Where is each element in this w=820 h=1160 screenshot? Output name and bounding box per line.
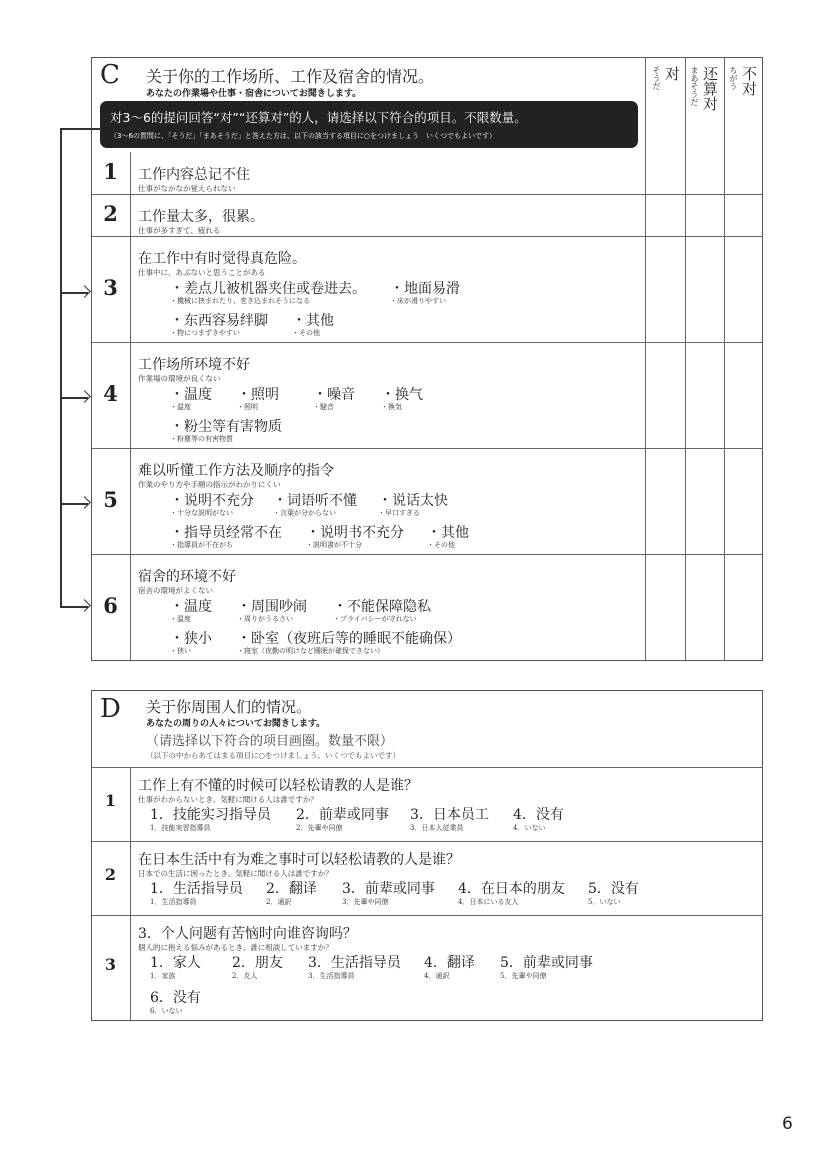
- question-text: 工作场所环境不好: [138, 357, 250, 373]
- option-label: ・温度: [170, 599, 212, 615]
- section-d-letter: D: [100, 694, 121, 724]
- section-c-letter: C: [100, 60, 120, 90]
- question-text-ja: 仕事がわからないとき、気軽に聞ける人は誰ですか？: [138, 795, 318, 804]
- question-text: 工作上有不懂的时候可以轻松请教的人是谁？: [138, 778, 418, 794]
- option-label: ・照明: [237, 387, 279, 403]
- question-text: 工作内容总记不住: [138, 167, 250, 183]
- option-label: ・差点儿被机器夹住或卷进去。: [170, 281, 366, 297]
- option-label-ja: ・温度: [170, 403, 191, 411]
- option-label: 4．在日本的朋友: [458, 881, 565, 897]
- option-label: 3．生活指导员: [308, 955, 401, 971]
- option-label: 2．前辈或同事: [296, 807, 389, 823]
- option-label: ・地面易滑: [390, 281, 460, 297]
- option-label: 1．技能实习指导员: [150, 807, 271, 823]
- divider: [130, 767, 131, 1020]
- option-label-ja: 2．先輩や同僚: [296, 824, 343, 832]
- question-text: 3．个人问题有苦恼时向谁咨询吗？: [138, 926, 357, 942]
- option-label: ・其他: [427, 525, 469, 541]
- answer-header-yes: 对: [663, 66, 681, 81]
- option-label-ja: ・狭い: [170, 647, 191, 655]
- option-label: ・其他: [292, 313, 334, 329]
- option-label: ・狭小: [170, 631, 212, 647]
- option-label-ja: 4．通訳: [424, 972, 450, 980]
- option-label: ・温度: [170, 387, 212, 403]
- option-label-ja: 1．技能実習指導員: [150, 824, 211, 832]
- answer-header-somewhat: 还算对: [701, 66, 719, 111]
- question-text: 工作量太多，很累。: [138, 209, 264, 225]
- option-label: ・说话太快: [378, 493, 448, 509]
- row-number: 5: [103, 487, 118, 512]
- row-divider: [91, 194, 763, 195]
- answer-header-yes-ja: そうだ: [652, 66, 661, 90]
- option-label-ja: 5．いない: [588, 898, 621, 906]
- option-label-ja: ・機械に挟まれたり、巻き込まれそうになる: [170, 297, 310, 305]
- option-label: ・噪音: [313, 387, 355, 403]
- bracket-line: [60, 128, 101, 130]
- option-label-ja: ・説明書が不十分: [306, 541, 362, 549]
- question-text: 宿舍的环境不好: [138, 569, 236, 585]
- option-label: ・卧室（夜班后等的睡眠不能确保）: [237, 631, 461, 647]
- question-text: 在日本生活中有为难之事时可以轻松请教的人是谁？: [138, 852, 460, 868]
- option-label: 4．翻译: [424, 955, 475, 971]
- option-label: ・东西容易绊脚: [170, 313, 268, 329]
- question-text-ja: 宿舎の環境がよくない: [138, 586, 213, 595]
- divider: [724, 57, 725, 660]
- option-label-ja: 2．友人: [232, 972, 258, 980]
- arrow-icon: [60, 292, 88, 294]
- option-label-ja: ・寝室（夜勤の明けなど睡眠が確保できない）: [237, 647, 384, 655]
- option-label-ja: ・早口すぎる: [378, 509, 420, 517]
- section-c-title-ja: あなたの作業場や仕事・宿舎についてお聞きします。: [146, 89, 362, 99]
- option-label: 1．家人: [150, 955, 201, 971]
- option-label: 5．没有: [588, 881, 639, 897]
- banner-text: 对3～6的提问回答“对”“还算对”的人，请选择以下符合的项目。不限数量。: [110, 110, 527, 125]
- row-divider: [91, 554, 763, 555]
- option-label: 2．翻译: [266, 881, 317, 897]
- option-label-ja: ・十分な説明がない: [170, 509, 233, 517]
- option-label-ja: 5．先輩や同僚: [500, 972, 547, 980]
- question-text-ja: 仕事が多すぎて、疲れる: [138, 226, 221, 235]
- option-label: 4．没有: [513, 807, 564, 823]
- question-text-ja: 作業のやり方や手順の指示がわかりにくい: [138, 480, 281, 489]
- option-label: 3．前辈或同事: [342, 881, 435, 897]
- row-divider: [91, 767, 763, 768]
- row-number: 6: [103, 593, 118, 618]
- option-label-ja: 4．日本にいる友人: [458, 898, 519, 906]
- section-d-instruction-ja: （以下の中からあてはまる項目に○をつけましょう。いくつでもよいです）: [146, 751, 401, 760]
- row-number: 2: [104, 865, 117, 884]
- answer-header-no-ja: ちがう: [729, 66, 738, 90]
- option-label-ja: ・換気: [381, 403, 402, 411]
- option-label: ・换气: [381, 387, 423, 403]
- instruction-banner: [100, 101, 638, 148]
- option-label: ・指导员经常不在: [170, 525, 282, 541]
- arrow-icon: [60, 397, 88, 399]
- option-label-ja: 3．日本人従業員: [410, 824, 464, 832]
- option-label: ・不能保障隐私: [333, 599, 431, 615]
- option-label: ・说明不充分: [170, 493, 254, 509]
- option-label-ja: 2．通訳: [266, 898, 292, 906]
- section-d-title-ja: あなたの周りの人々についてお聞きします。: [146, 719, 326, 729]
- option-label-ja: 1．家族: [150, 972, 176, 980]
- option-label-ja: ・言葉が分からない: [273, 509, 336, 517]
- question-text: 难以听懂工作方法及顺序的指令: [138, 463, 334, 479]
- row-number: 4: [103, 381, 118, 406]
- row-number: 1: [103, 159, 118, 184]
- arrow-icon: [60, 606, 88, 608]
- option-label-ja: ・その他: [292, 329, 320, 337]
- option-label: 2．朋友: [232, 955, 283, 971]
- banner-text-ja: （3～6の質問に、「そうだ」「まあそうだ」と答えた方は、以下の該当する項目に○をつけましょう いくつでもよいです）: [110, 132, 497, 140]
- bracket-line: [60, 128, 62, 607]
- divider: [645, 57, 646, 660]
- option-label-ja: ・指導員が不在がち: [170, 541, 233, 549]
- option-label-ja: 1．生活指導員: [150, 898, 197, 906]
- option-label-ja: ・物につまずきやすい: [170, 329, 240, 337]
- option-label: 6．没有: [150, 990, 201, 1006]
- option-label: ・说明书不充分: [306, 525, 404, 541]
- option-label-ja: ・床が滑りやすい: [390, 297, 446, 305]
- section-d-title: 关于你周围人们的情况。: [146, 698, 312, 716]
- option-label: 3．日本员工: [410, 807, 489, 823]
- question-text-ja: 日本での生活に困ったとき、気軽に聞ける人は誰ですか？: [138, 869, 333, 878]
- option-label-ja: 3．生活指導員: [308, 972, 355, 980]
- divider: [685, 57, 686, 660]
- question-text: 在工作中有时觉得真危险。: [138, 251, 306, 267]
- row-number: 2: [103, 201, 118, 226]
- row-number: 3: [104, 954, 117, 974]
- arrow-icon: [60, 503, 88, 505]
- row-number: 3: [103, 275, 118, 300]
- answer-header-no: 不对: [740, 66, 758, 96]
- divider: [130, 152, 131, 660]
- option-label-ja: ・プライバシーが守れない: [333, 615, 417, 623]
- question-text-ja: 作業場の環境が良くない: [138, 374, 221, 383]
- row-divider: [91, 841, 763, 842]
- section-d-instruction: （请选择以下符合的项目画圈。数量不限）: [146, 734, 394, 749]
- option-label: ・周围吵闹: [237, 599, 307, 615]
- row-divider: [91, 448, 763, 449]
- option-label-ja: ・粉塵等の有害物質: [170, 435, 233, 443]
- option-label-ja: 4．いない: [513, 824, 546, 832]
- option-label: 5．前辈或同事: [500, 955, 593, 971]
- option-label-ja: ・周りがうるさい: [237, 615, 293, 623]
- answer-header-somewhat-ja: まあそうだ: [690, 66, 699, 106]
- question-text-ja: 仕事中に、あぶないと思うことがある: [138, 268, 266, 277]
- question-text-ja: 仕事がなかなか覚えられない: [138, 184, 236, 193]
- option-label-ja: ・騒音: [313, 403, 334, 411]
- option-label: 1．生活指导员: [150, 881, 243, 897]
- option-label-ja: ・温度: [170, 615, 191, 623]
- option-label-ja: ・照明: [237, 403, 258, 411]
- row-divider: [91, 236, 763, 237]
- row-number: 1: [104, 791, 117, 810]
- option-label-ja: 6．いない: [150, 1007, 183, 1015]
- option-label-ja: ・その他: [427, 541, 455, 549]
- row-divider: [91, 915, 763, 916]
- option-label: ・词语听不懂: [273, 493, 357, 509]
- section-c-title: 关于你的工作场所、工作及宿舍的情况。: [146, 67, 435, 86]
- option-label: ・粉尘等有害物质: [170, 419, 282, 435]
- option-label-ja: 3．先輩や同僚: [342, 898, 389, 906]
- page-number: 6: [782, 1114, 793, 1134]
- row-divider: [91, 342, 763, 343]
- question-text-ja: 個人的に抱える悩みがあるとき、誰に相談していますか？: [138, 943, 333, 952]
